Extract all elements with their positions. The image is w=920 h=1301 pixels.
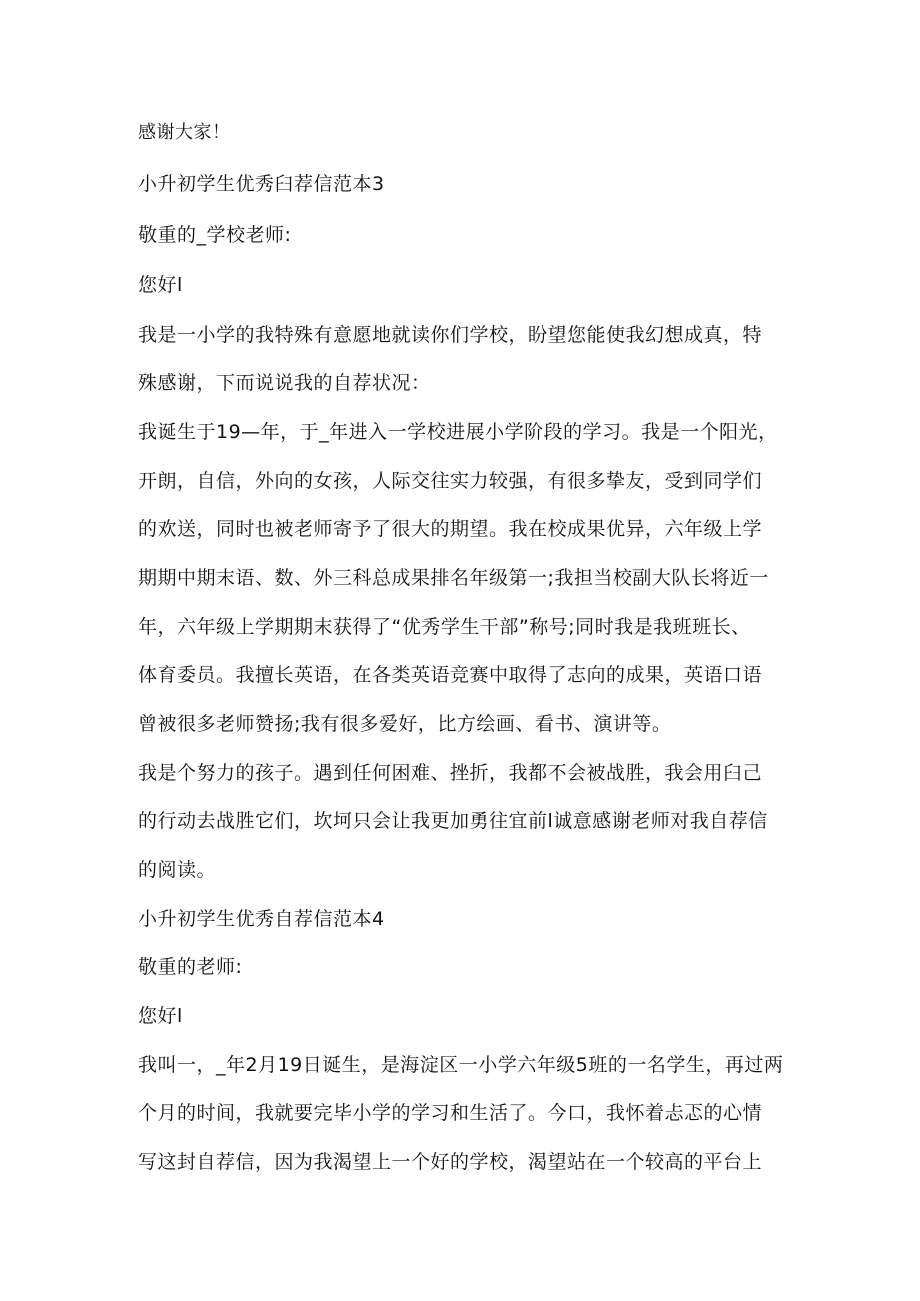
paragraph-line: 期期中期末语、数、外三科总成果排名年级第一;我担当校副大队长将近一: [138, 567, 769, 589]
paragraph-line: 写这封自荐信，因为我渴望上一个好的学校，渴望站在一个较高的平台上: [138, 1151, 763, 1173]
paragraph-line: 我是一小学的我特殊有意愿地就读你们学校，盼望您能使我幻想成真，特: [138, 324, 763, 346]
section-title-4: 小升初学生优秀自荐信范本4: [138, 908, 385, 930]
paragraph-line: 年，六年级上学期期末获得了“优秀学生干部”称号;同时我是我班班长、: [138, 616, 751, 638]
paragraph-line: 曾被很多老师赞扬;我有很多爱好，比方绘画、看书、演讲等。: [138, 713, 672, 735]
salutation-4: 敬重的老师:: [138, 956, 243, 978]
paragraph-line: 的欢送，同时也被老师寄予了很大的期望。我在校成果优异，六年级上学: [138, 518, 763, 540]
section-title-3: 小升初学生优秀臼荐信范本3: [138, 173, 385, 195]
greeting-3: 您好l: [138, 274, 183, 296]
closing-thanks: 感谢大家！: [138, 122, 231, 143]
paragraph-line: 的阅读。: [138, 859, 217, 881]
paragraph-line: 个月的时间，我就要完毕小学的学习和生活了。今口，我怀着忐忑的心情: [138, 1102, 763, 1124]
paragraph-line: 开朗，自信，外向的女孩，人际交往实力较强，有很多挚友，受到同学们: [138, 470, 763, 492]
paragraph-line: 的行动去战胜它们，坎坷只会让我更加勇往宜前l诚意感谢老师对我自荐信: [138, 810, 768, 832]
paragraph-line: 体育委员。我擅长英语，在各类英语竞赛中取得了志向的成果，英语口语: [138, 664, 763, 686]
salutation-3: 敬重的_学校老师:: [138, 224, 292, 246]
greeting-4: 您好l: [138, 1005, 183, 1027]
paragraph-line: 我叫一，_年2月19日诞生，是海淀区一小学六年级5班的一名学生，再过两: [138, 1054, 784, 1076]
paragraph-line: 我是个努力的孩子。遇到任何困难、挫折，我都不会被战胜，我会用臼己: [138, 762, 763, 784]
paragraph-line: 我诞生于19—年，于_年进入一学校进展小学阶段的学习。我是一个阳光，: [138, 421, 778, 443]
paragraph-line: 殊感谢，下而说说我的自荐状况：: [138, 372, 431, 394]
